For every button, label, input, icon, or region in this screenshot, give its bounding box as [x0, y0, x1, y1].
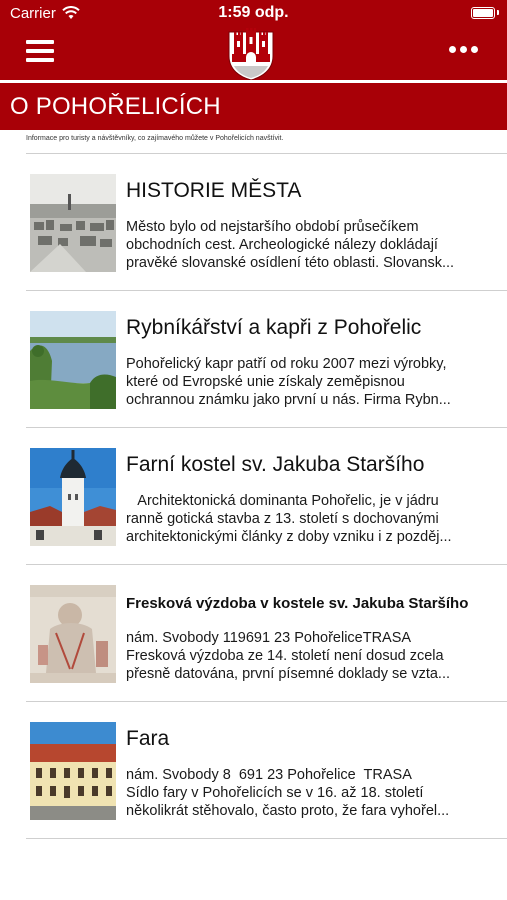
page-title-bar — [0, 83, 507, 130]
list-divider — [26, 838, 507, 839]
item-description-line: Architektonická dominanta Pohořelic, je v jádru — [126, 493, 439, 509]
city-logo-icon[interactable] — [226, 26, 276, 80]
list-item-frescoes[interactable] — [26, 565, 507, 701]
item-description-line: Sídlo fary v Pohořelicích se v 16. až 18. století — [126, 785, 424, 801]
item-description — [126, 355, 486, 409]
status-time: 1:59 odp. — [218, 4, 289, 21]
page-title: O POHOŘELICÍCH — [10, 93, 221, 120]
item-title: Rybníkářství a kapři z Pohořelic — [126, 316, 422, 339]
item-description-line: které od Evropské unie získaly zeměpisnou — [126, 374, 405, 390]
item-description — [126, 766, 486, 820]
list-item-church[interactable] — [26, 428, 507, 564]
church-thumbnail — [30, 448, 116, 546]
item-description-line: Město bylo od nejstaršího období průsečíkem — [126, 219, 419, 235]
item-description — [126, 218, 486, 272]
battery-icon — [471, 7, 495, 19]
list-item-fishponds[interactable] — [26, 291, 507, 427]
item-description-line: obchodních cest. Archeologické nálezy dokládají — [126, 237, 438, 253]
navigation-bar — [0, 0, 507, 80]
item-description-line: přesně datována, první písemné doklady se vzta... — [126, 666, 451, 682]
item-description-line: Pohořelický kapr patří od roku 2007 mezi výrobky, — [126, 356, 447, 372]
hamburger-menu-button[interactable] — [26, 40, 54, 62]
fresco-thumbnail — [30, 585, 116, 683]
battery-tip — [497, 10, 499, 15]
item-title: Fresková výzdoba v kostele sv. Jakuba Staršího — [126, 595, 469, 612]
item-description-line: ochrannou známku jako první u nás. Firma Rybn... — [126, 392, 451, 408]
item-description — [126, 492, 486, 546]
item-description-line: nám. Svobody 8 691 23 Pohořelice TRASA — [126, 767, 412, 783]
more-options-button[interactable] — [449, 46, 479, 56]
item-description-line: nám. Svobody 119691 23 PohořeliceTRASA — [126, 630, 412, 646]
item-description-line: pravěké slovanské osídlení této oblasti. Slovansk... — [126, 255, 455, 271]
history-thumbnail — [30, 174, 116, 272]
fishpond-thumbnail — [30, 311, 116, 409]
parsonage-thumbnail — [30, 722, 116, 820]
item-description-line: Fresková výzdoba ze 14. století není dosud zcela — [126, 648, 444, 664]
item-title: Farní kostel sv. Jakuba Staršího — [126, 453, 425, 476]
list-item-history[interactable] — [26, 154, 507, 290]
carrier-label: Carrier — [10, 5, 56, 22]
page-subtitle: Informace pro turisty a návštěvníky, co zajímavého můžete v Pohořelicích navštívit. — [26, 135, 284, 142]
item-title: Fara — [126, 727, 170, 750]
status-bar — [0, 0, 507, 26]
list-item-parsonage[interactable] — [26, 702, 507, 838]
item-description-line: architektonickými články z doby vzniku i z pozděj... — [126, 529, 452, 545]
item-description-line: několikrát stěhovalo, často proto, že fara vyhořel... — [126, 803, 450, 819]
item-description — [126, 629, 486, 683]
item-description-line: ranně gotická stavba z 13. století s dochovanými — [126, 511, 439, 527]
item-title: HISTORIE MĚSTA — [126, 179, 302, 202]
